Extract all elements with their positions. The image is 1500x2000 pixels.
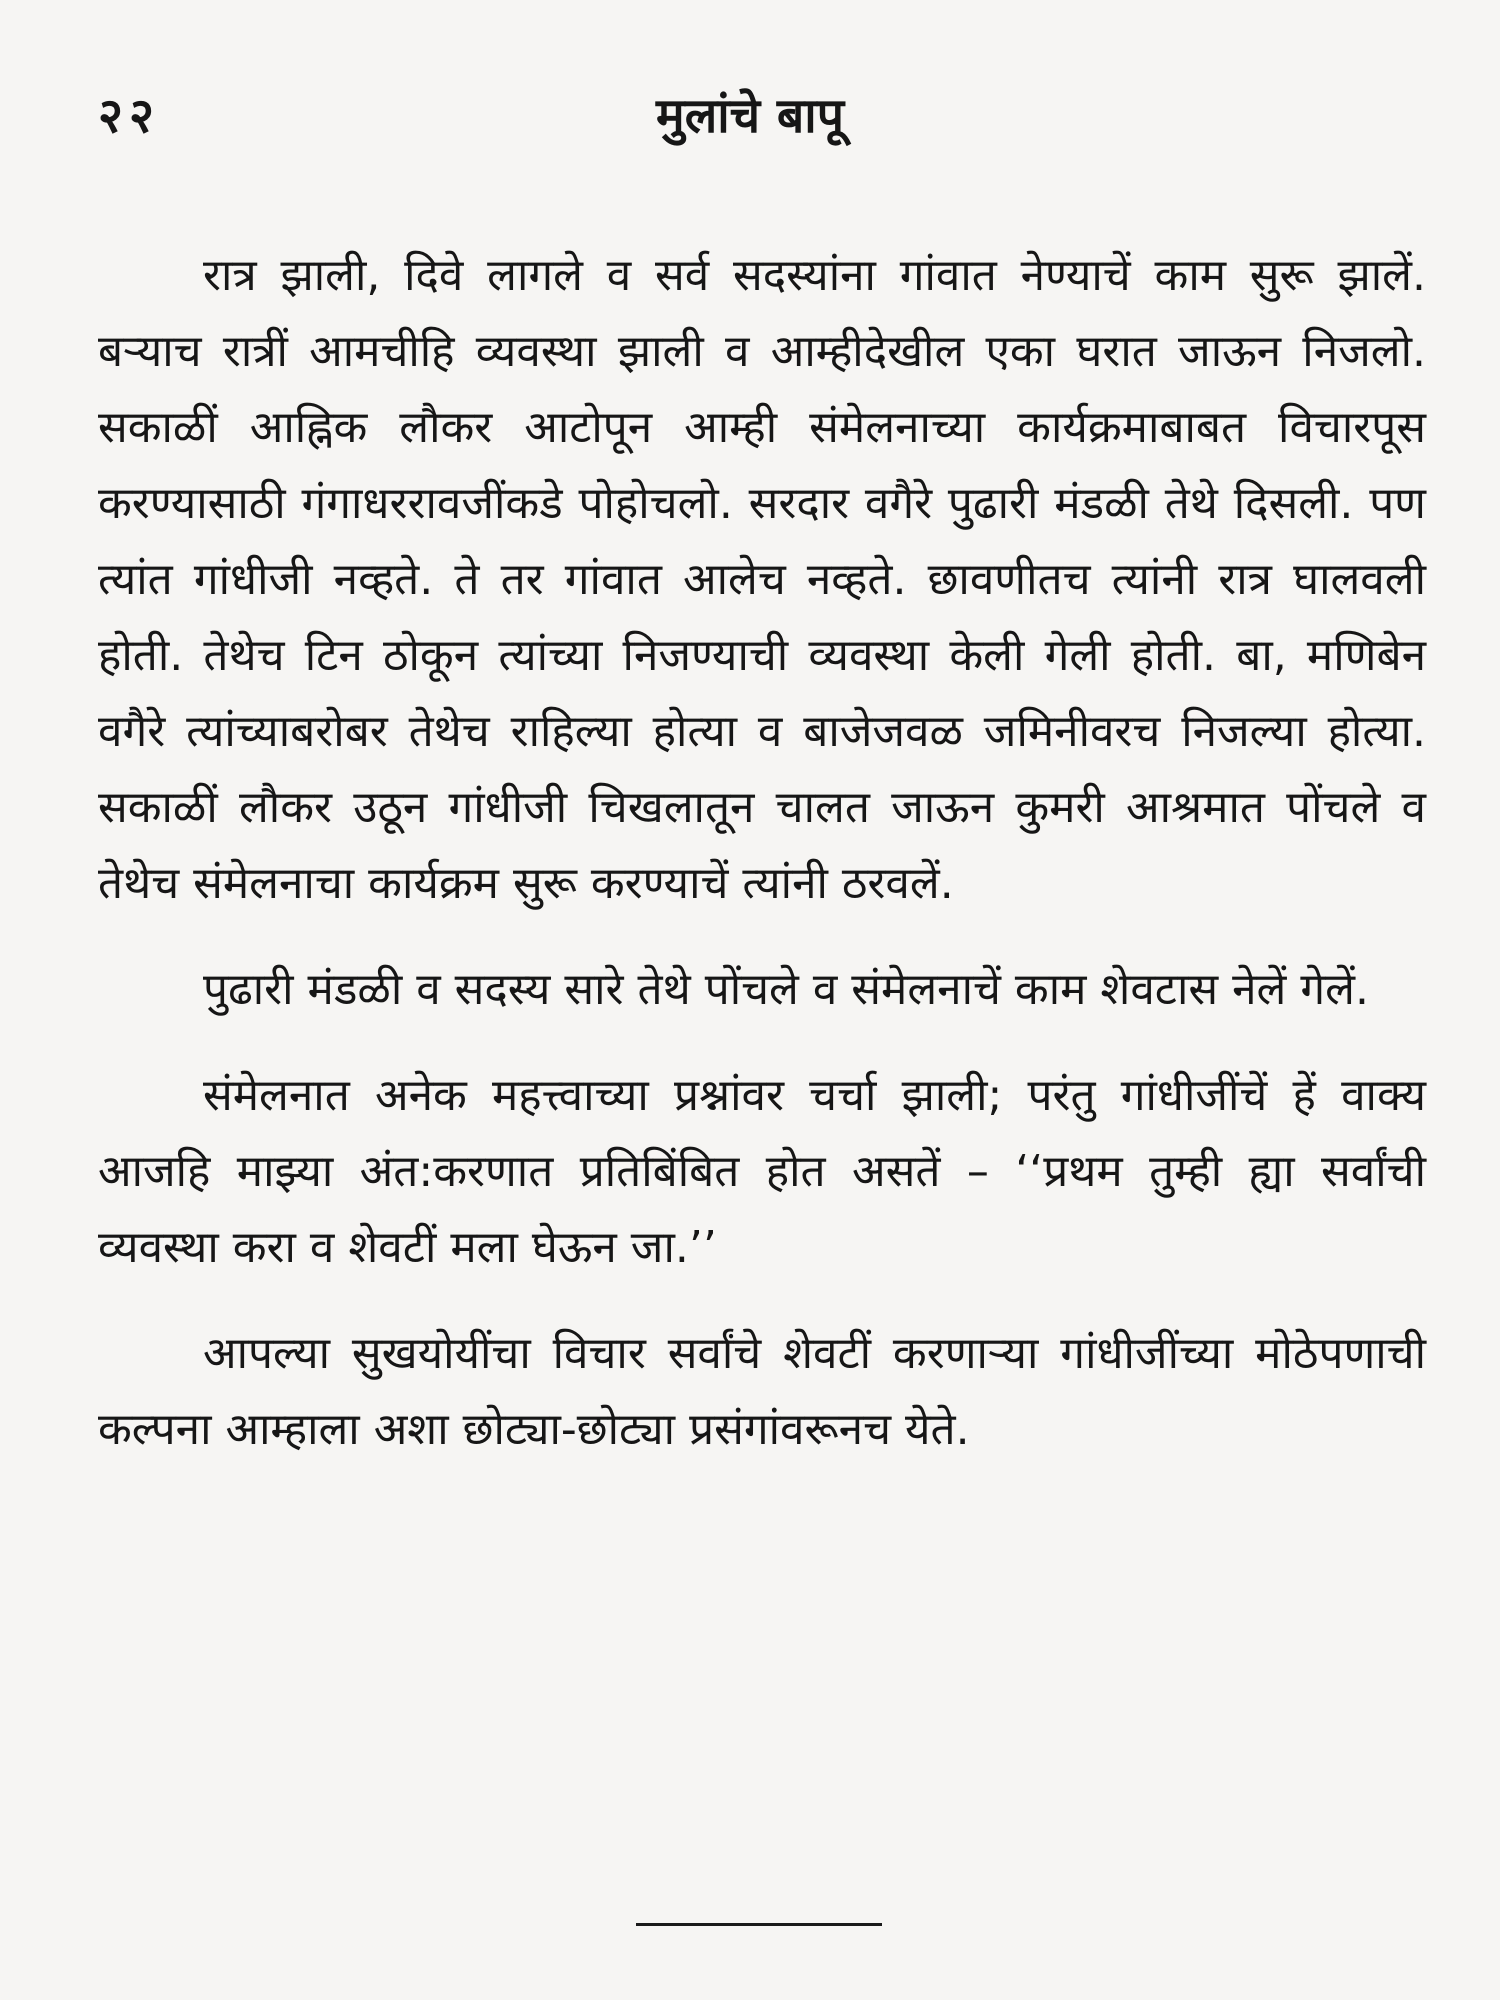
- paragraph-2: पुढारी मंडळी व सदस्य सारे तेथे पोंचले व संमेलनाचें काम शेवटास नेलें गेलें.: [203, 964, 1369, 1015]
- paragraph-3: संमेलनात अनेक महत्त्वाच्या प्रश्नांवर चर्चा झाली; परंतु गांधीजींचें हें वाक्य आजहि माझ्या अंत:करणात प्रतिबिंबित होत असतें – ‘‘प्रथम तुम्ही ह्या सर्वांची व्यवस्था करा व शेवटीं मला घेऊन जा.’’: [98, 1070, 1426, 1273]
- paragraph-1: रात्र झाली, दिवे लागले व सर्व सदस्यांना गांवात नेण्याचें काम सुरू झालें. बऱ्याच रात्रीं आमचीहि व्यवस्था झाली व आम्हीदेखील एका घरात जाऊन निजलो. सकाळीं आह्निक लौकर आटोपून आम्ही संमेलनाच्या कार्यक्रमाबाबत विचारपूस करण्यासाठी गंगाधररावजींकडे पोहोचलो. सरदार वगैरे पुढारी मंडळी तेथे दिसली. पण त्यांत गांधीजी नव्हते. ते तर गांवात आलेच नव्हते. छावणीतच त्यांनी रात्र घालवली होती. तेथेच टिन ठोकून त्यांच्या निजण्याची व्यवस्था केली गेली होती. बा, मणिबेन वगैरे त्यांच्याबरोबर तेथेच राहिल्या होत्या व बाजेजवळ जमिनीवरच निजल्या होत्या. सकाळीं लौकर उठून गांधीजी चिखलातून चालत जाऊन कुमरी आश्रमात पोंचले व तेथेच संमेलनाचा कार्यक्रम सुरू करण्याचें त्यांनी ठरवलें.: [98, 250, 1426, 909]
- page-number: २२: [98, 88, 160, 144]
- body-text: [98, 238, 1426, 1498]
- running-title: मुलांचे बापू: [656, 88, 844, 144]
- end-of-section-rule: [636, 1923, 882, 1926]
- paragraph-4: आपल्या सुखयोयींचा विचार सर्वांचे शेवटीं करणाऱ्या गांधीजींच्या मोठेपणाची कल्पना आम्हाला अशा छोट्या-छोट्या प्रसंगांवरूनच येते.: [98, 1328, 1426, 1455]
